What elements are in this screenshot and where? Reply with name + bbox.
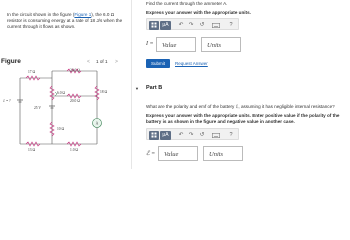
redo-icon[interactable]: ↷: [188, 22, 194, 28]
part-b-instruction: Express your answer with the appropriate units. Enter positive value if the polarity of the battery is as shown in the figure and negative value in another case.: [146, 113, 340, 124]
part-b-title: Part B: [146, 85, 163, 91]
part-b-variable: ℰ =: [146, 151, 156, 157]
part-a-instruction: Express your answer with the appropriate units.: [146, 10, 251, 15]
part-a-question: Find the current through the ammeter A.: [146, 1, 228, 6]
reset-icon[interactable]: ↺: [199, 132, 205, 138]
prev-figure-icon[interactable]: <: [87, 59, 90, 65]
problem-pane: [0, 0, 131, 169]
label-10: 10 Ω: [57, 127, 65, 131]
units-placeholder: Units: [209, 150, 224, 158]
part-b-math-toolbar: [146, 128, 239, 140]
figure-link[interactable]: Figure 1: [74, 12, 92, 17]
label-13: 13 Ω: [28, 148, 36, 152]
problem-text-after: ), the 6.0 Ω resistor is consuming energy at a rate of 18 J/s when the current through it flows as shown.: [7, 12, 123, 30]
value-placeholder: Value: [164, 150, 179, 158]
part-a-math-toolbar: [146, 18, 239, 30]
help-icon[interactable]: ?: [229, 22, 233, 28]
circuit-diagram: [0, 68, 131, 169]
figure-pager: 1 of 1: [96, 59, 108, 64]
problem-text-before: In the circuit shown in the figure (: [7, 12, 75, 17]
keyboard-icon[interactable]: [211, 21, 220, 30]
next-figure-icon[interactable]: >: [115, 59, 118, 65]
emf-label: ℰ = ?: [3, 99, 11, 103]
part-a-units-input[interactable]: [201, 37, 241, 52]
part-a-value-input[interactable]: [156, 37, 196, 52]
figure-title: Figure: [1, 58, 21, 65]
answer-pane: [132, 0, 350, 169]
request-answer-link[interactable]: Request Answer: [175, 61, 208, 66]
ammeter-label: A: [95, 121, 99, 126]
problem-statement: [7, 12, 129, 31]
matrix-icon[interactable]: [149, 21, 159, 30]
part-b-collapse-icon[interactable]: ▼: [135, 86, 139, 91]
redo-icon[interactable]: ↷: [188, 132, 194, 138]
mu-a-button[interactable]: μA: [160, 131, 171, 140]
part-b-value-input[interactable]: [158, 146, 198, 161]
keyboard-icon[interactable]: [211, 131, 220, 140]
label-6: 6.0 Ω: [57, 91, 66, 95]
units-placeholder: Units: [207, 41, 222, 49]
part-b-units-input[interactable]: [203, 146, 243, 161]
mu-a-button[interactable]: μA: [160, 21, 171, 30]
label-1: 1.0 Ω: [70, 148, 79, 152]
label-20-top: 20.0 Ω: [70, 68, 80, 73]
value-placeholder: Value: [162, 41, 177, 49]
part-a-variable: I =: [146, 41, 154, 47]
label-25v: 25 V: [34, 106, 42, 110]
part-b-question: What are the polarity and emf of the battery ℰ, assuming it has negligible internal resistance?: [146, 104, 335, 109]
help-icon[interactable]: ?: [229, 132, 233, 138]
reset-icon[interactable]: ↺: [199, 22, 205, 28]
part-a-answer-row: [146, 37, 346, 53]
submit-button[interactable]: Submit: [146, 59, 170, 68]
undo-icon[interactable]: ↶: [178, 22, 184, 28]
undo-icon[interactable]: ↶: [178, 132, 184, 138]
label-20-mid: 20.0 Ω: [70, 99, 80, 103]
label-18: 18 Ω: [100, 90, 108, 94]
matrix-icon[interactable]: [149, 131, 159, 140]
part-b-answer-row: [146, 146, 346, 162]
label-17: 17 Ω: [28, 70, 36, 74]
